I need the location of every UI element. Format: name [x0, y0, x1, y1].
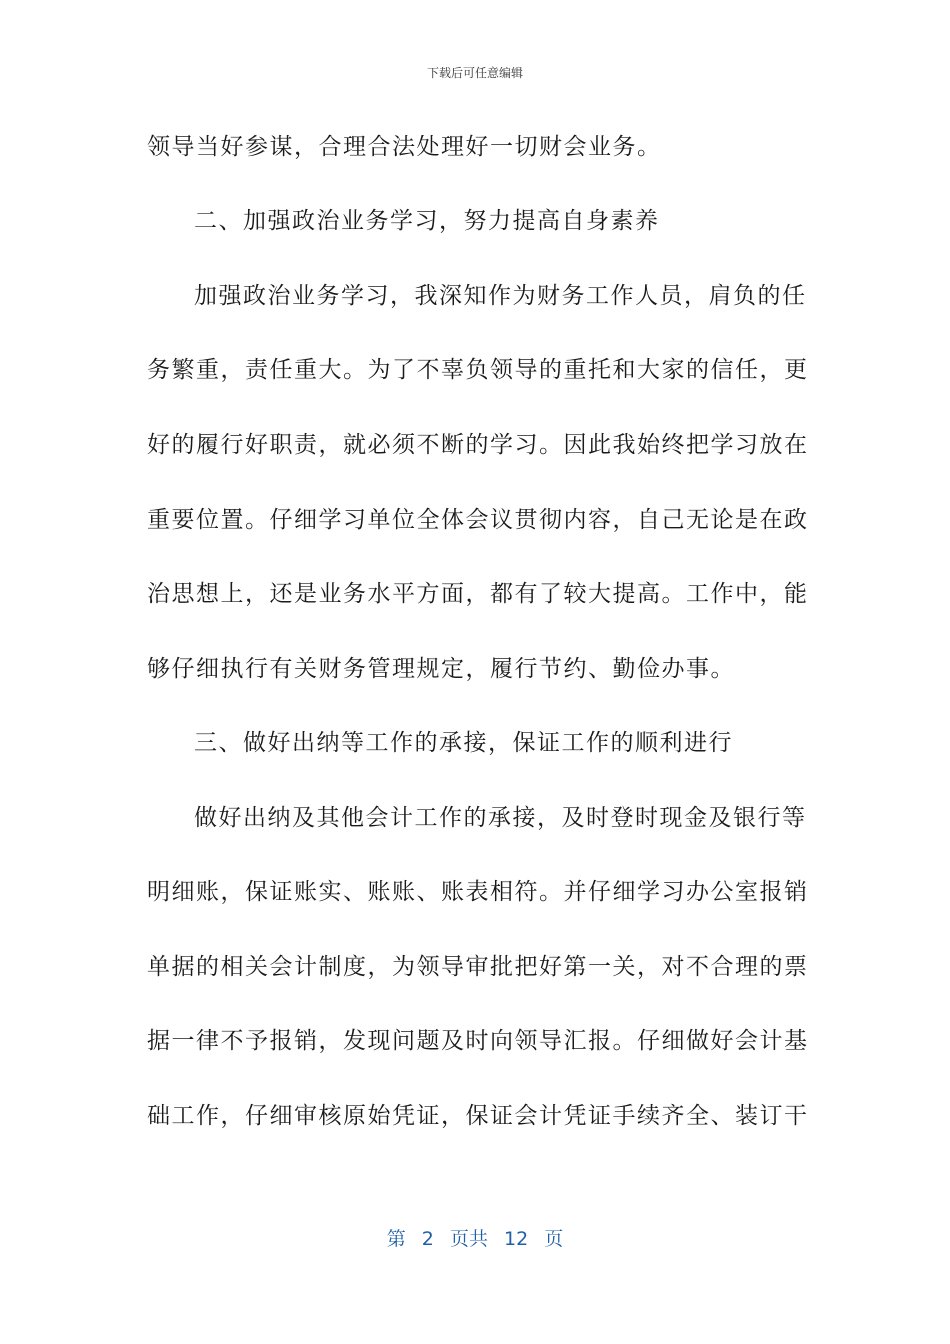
text-line: 做好出纳及其他会计工作的承接，及时登时现金及银行等 — [194, 805, 807, 831]
page-header-note: 下载后可任意编辑 — [426, 66, 523, 80]
footer-total-pages: 12 — [504, 1228, 529, 1250]
footer-prefix: 第 — [386, 1228, 406, 1250]
text-line: 重要位置。仔细学习单位全体会议贯彻内容，自己无论是在政 — [147, 507, 809, 533]
text-line: 据一律不予报销，发现问题及时向领导汇报。仔细做好会计基 — [147, 1028, 809, 1054]
text-line: 好的履行好职责，就必须不断的学习。因此我始终把学习放在 — [147, 432, 809, 458]
text-line: 明细账，保证账实、账账、账表相符。并仔细学习办公室报销 — [147, 879, 809, 905]
footer-middle: 页共 — [449, 1228, 488, 1250]
text-line: 够仔细执行有关财务管理规定，履行节约、勤俭办事。 — [147, 656, 735, 682]
section-heading: 二、加强政治业务学习，努力提高自身素养 — [194, 208, 660, 234]
text-line: 治思想上，还是业务水平方面，都有了较大提高。工作中，能 — [147, 581, 809, 607]
text-line: 加强政治业务学习，我深知作为财务工作人员，肩负的任 — [194, 283, 807, 309]
page-footer — [0, 1224, 950, 1251]
text-line: 务繁重，责任重大。为了不辜负领导的重托和大家的信任，更 — [147, 357, 809, 383]
text-line: 础工作，仔细审核原始凭证，保证会计凭证手续齐全、装订干 — [147, 1103, 809, 1129]
text-line: 单据的相关会计制度，为领导审批把好第一关，对不合理的票 — [147, 954, 809, 980]
section-heading: 三、做好出纳等工作的承接，保证工作的顺利进行 — [194, 730, 733, 756]
text-line: 领导当好参谋，合理合法处理好一切财会业务。 — [147, 134, 662, 160]
footer-page-number: 2 — [421, 1228, 434, 1250]
footer-suffix: 页 — [544, 1228, 564, 1250]
